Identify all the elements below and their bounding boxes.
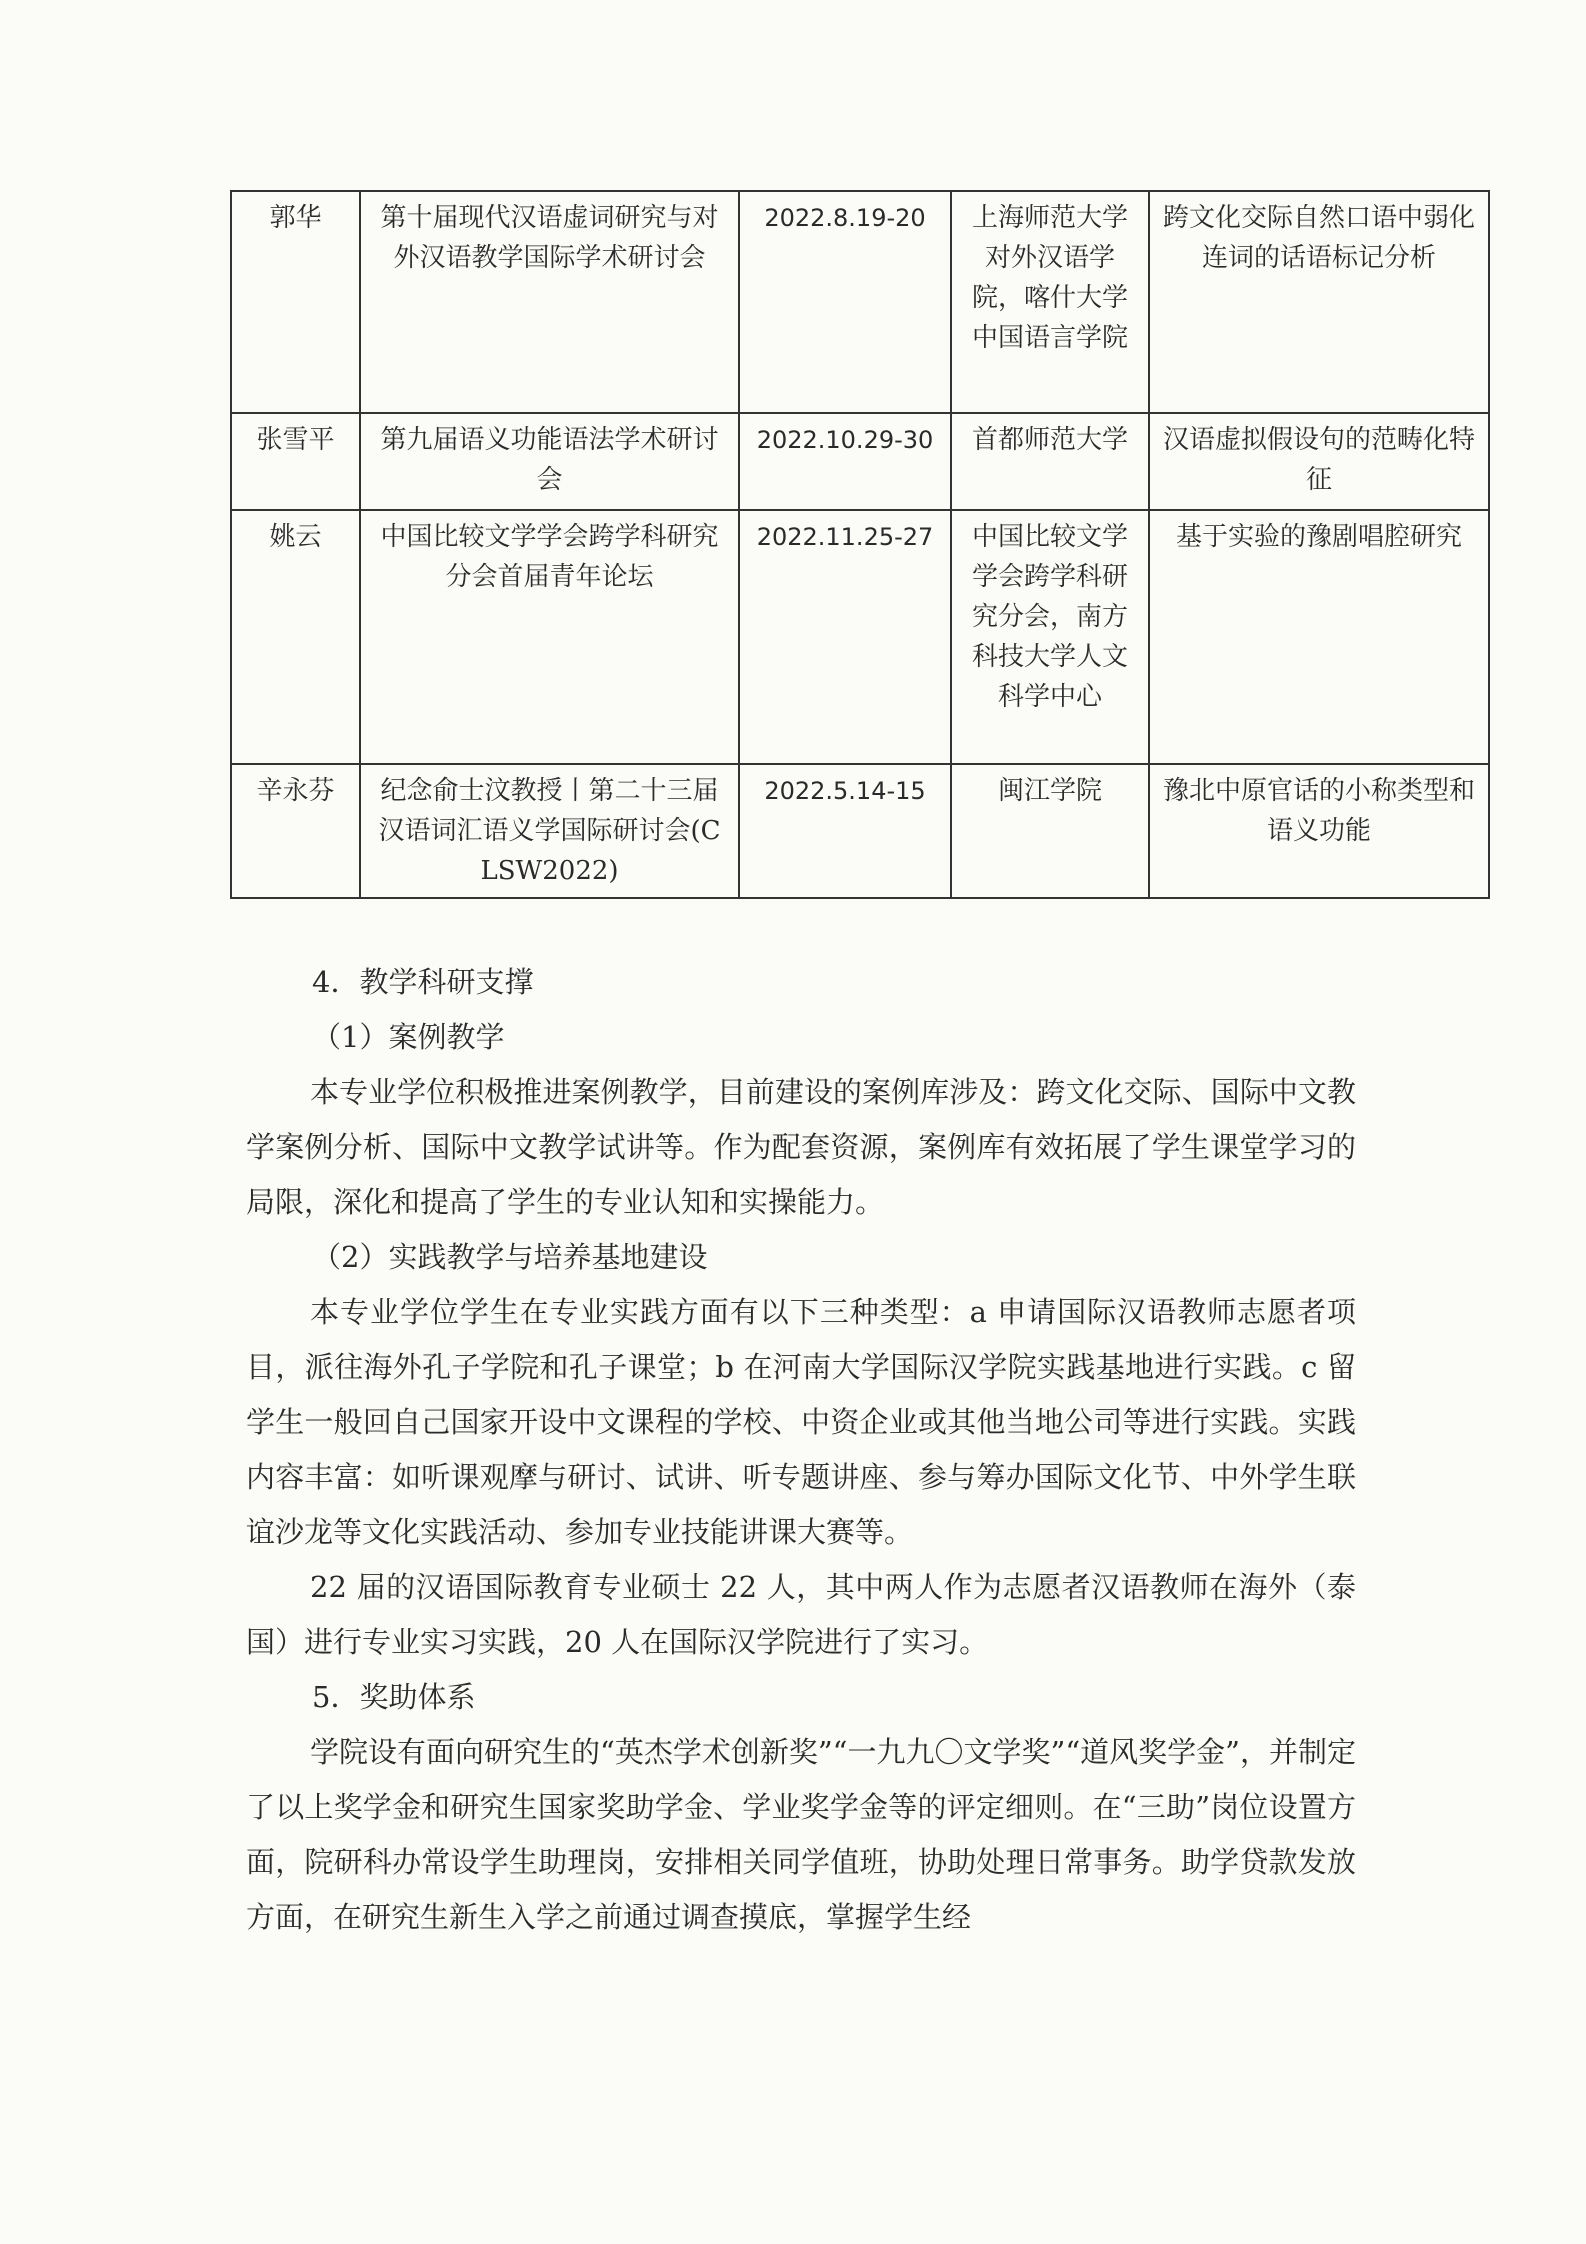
table-row	[231, 764, 1489, 898]
presentation-topic: 豫北中原官话的小称类型和语义功能	[1149, 764, 1489, 898]
subsection-heading-case-teaching: （1）案例教学	[312, 1020, 505, 1054]
conference-organizer: 首都师范大学	[951, 413, 1149, 510]
conference-date: 2022.10.29-30	[739, 413, 951, 510]
conference-name: 中国比较文学学会跨学科研究分会首届青年论坛	[360, 510, 739, 764]
conference-name: 第九届语义功能语法学术研讨会	[360, 413, 739, 510]
paragraph-case-teaching: 本专业学位积极推进案例教学，目前建设的案例库涉及：跨文化交际、国际中文教学案例分析、国际中文教学试讲等。作为配套资源，案例库有效拓展了学生课堂学习的局限，深化和提高了学生的专业认知和实操能力。	[246, 1075, 1356, 1219]
body-text	[246, 955, 1356, 1945]
presenter-name: 郭华	[231, 191, 360, 413]
conference-date: 2022.8.19-20	[739, 191, 951, 413]
conference-organizer: 上海师范大学对外汉语学院，喀什大学中国语言学院	[951, 191, 1149, 413]
presentation-topic: 基于实验的豫剧唱腔研究	[1149, 510, 1489, 764]
presenter-name: 张雪平	[231, 413, 360, 510]
table-row	[231, 191, 1489, 413]
conference-name: 第十届现代汉语虚词研究与对外汉语教学国际学术研讨会	[360, 191, 739, 413]
section-heading-4: 4．教学科研支撑	[312, 965, 534, 999]
presentation-topic: 跨文化交际自然口语中弱化连词的话语标记分析	[1149, 191, 1489, 413]
section-heading-5: 5．奖助体系	[312, 1680, 476, 1714]
presentation-topic: 汉语虚拟假设句的范畴化特征	[1149, 413, 1489, 510]
presenter-name: 辛永芬	[231, 764, 360, 898]
paragraph-practice-types: 本专业学位学生在专业实践方面有以下三种类型：a 申请国际汉语教师志愿者项目，派往海外孔子学院和孔子课堂；b 在河南大学国际汉学院实践基地进行实践。c 留学生一般回自己国家开设中文课程的学校、中资企业或其他当地公司等进行实践。实践内容丰富：如听课观摩与研讨、试讲、听专题讲座、参与筹办国际文化节、中外学生联谊沙龙等文化实践活动、参加专业技能讲课大赛等。	[246, 1295, 1356, 1549]
presenter-name: 姚云	[231, 510, 360, 764]
conference-organizer: 中国比较文学学会跨学科研究分会，南方科技大学人文科学中心	[951, 510, 1149, 764]
table-row	[231, 510, 1489, 764]
table-row	[231, 413, 1489, 510]
paragraph-scholarship: 学院设有面向研究生的“英杰学术创新奖”“一九九〇文学奖”“道风奖学金”，并制定了以上奖学金和研究生国家奖助学金、学业奖学金等的评定细则。在“三助”岗位设置方面，院研科办常设学生助理岗，安排相关同学值班，协助处理日常事务。助学贷款发放方面，在研究生新生入学之前通过调查摸底，掌握学生经	[246, 1735, 1356, 1934]
subsection-heading-practice-teaching: （2）实践教学与培养基地建设	[312, 1240, 708, 1274]
paragraph-practice-stats: 22 届的汉语国际教育专业硕士 22 人，其中两人作为志愿者汉语教师在海外（泰国）进行专业实习实践，20 人在国际汉学院进行了实习。	[246, 1570, 1356, 1659]
conference-table	[230, 190, 1490, 899]
conference-date: 2022.11.25-27	[739, 510, 951, 764]
conference-date: 2022.5.14-15	[739, 764, 951, 898]
conference-organizer: 闽江学院	[951, 764, 1149, 898]
conference-name: 纪念俞士汶教授丨第二十三届汉语词汇语义学国际研讨会(CLSW2022)	[360, 764, 739, 898]
